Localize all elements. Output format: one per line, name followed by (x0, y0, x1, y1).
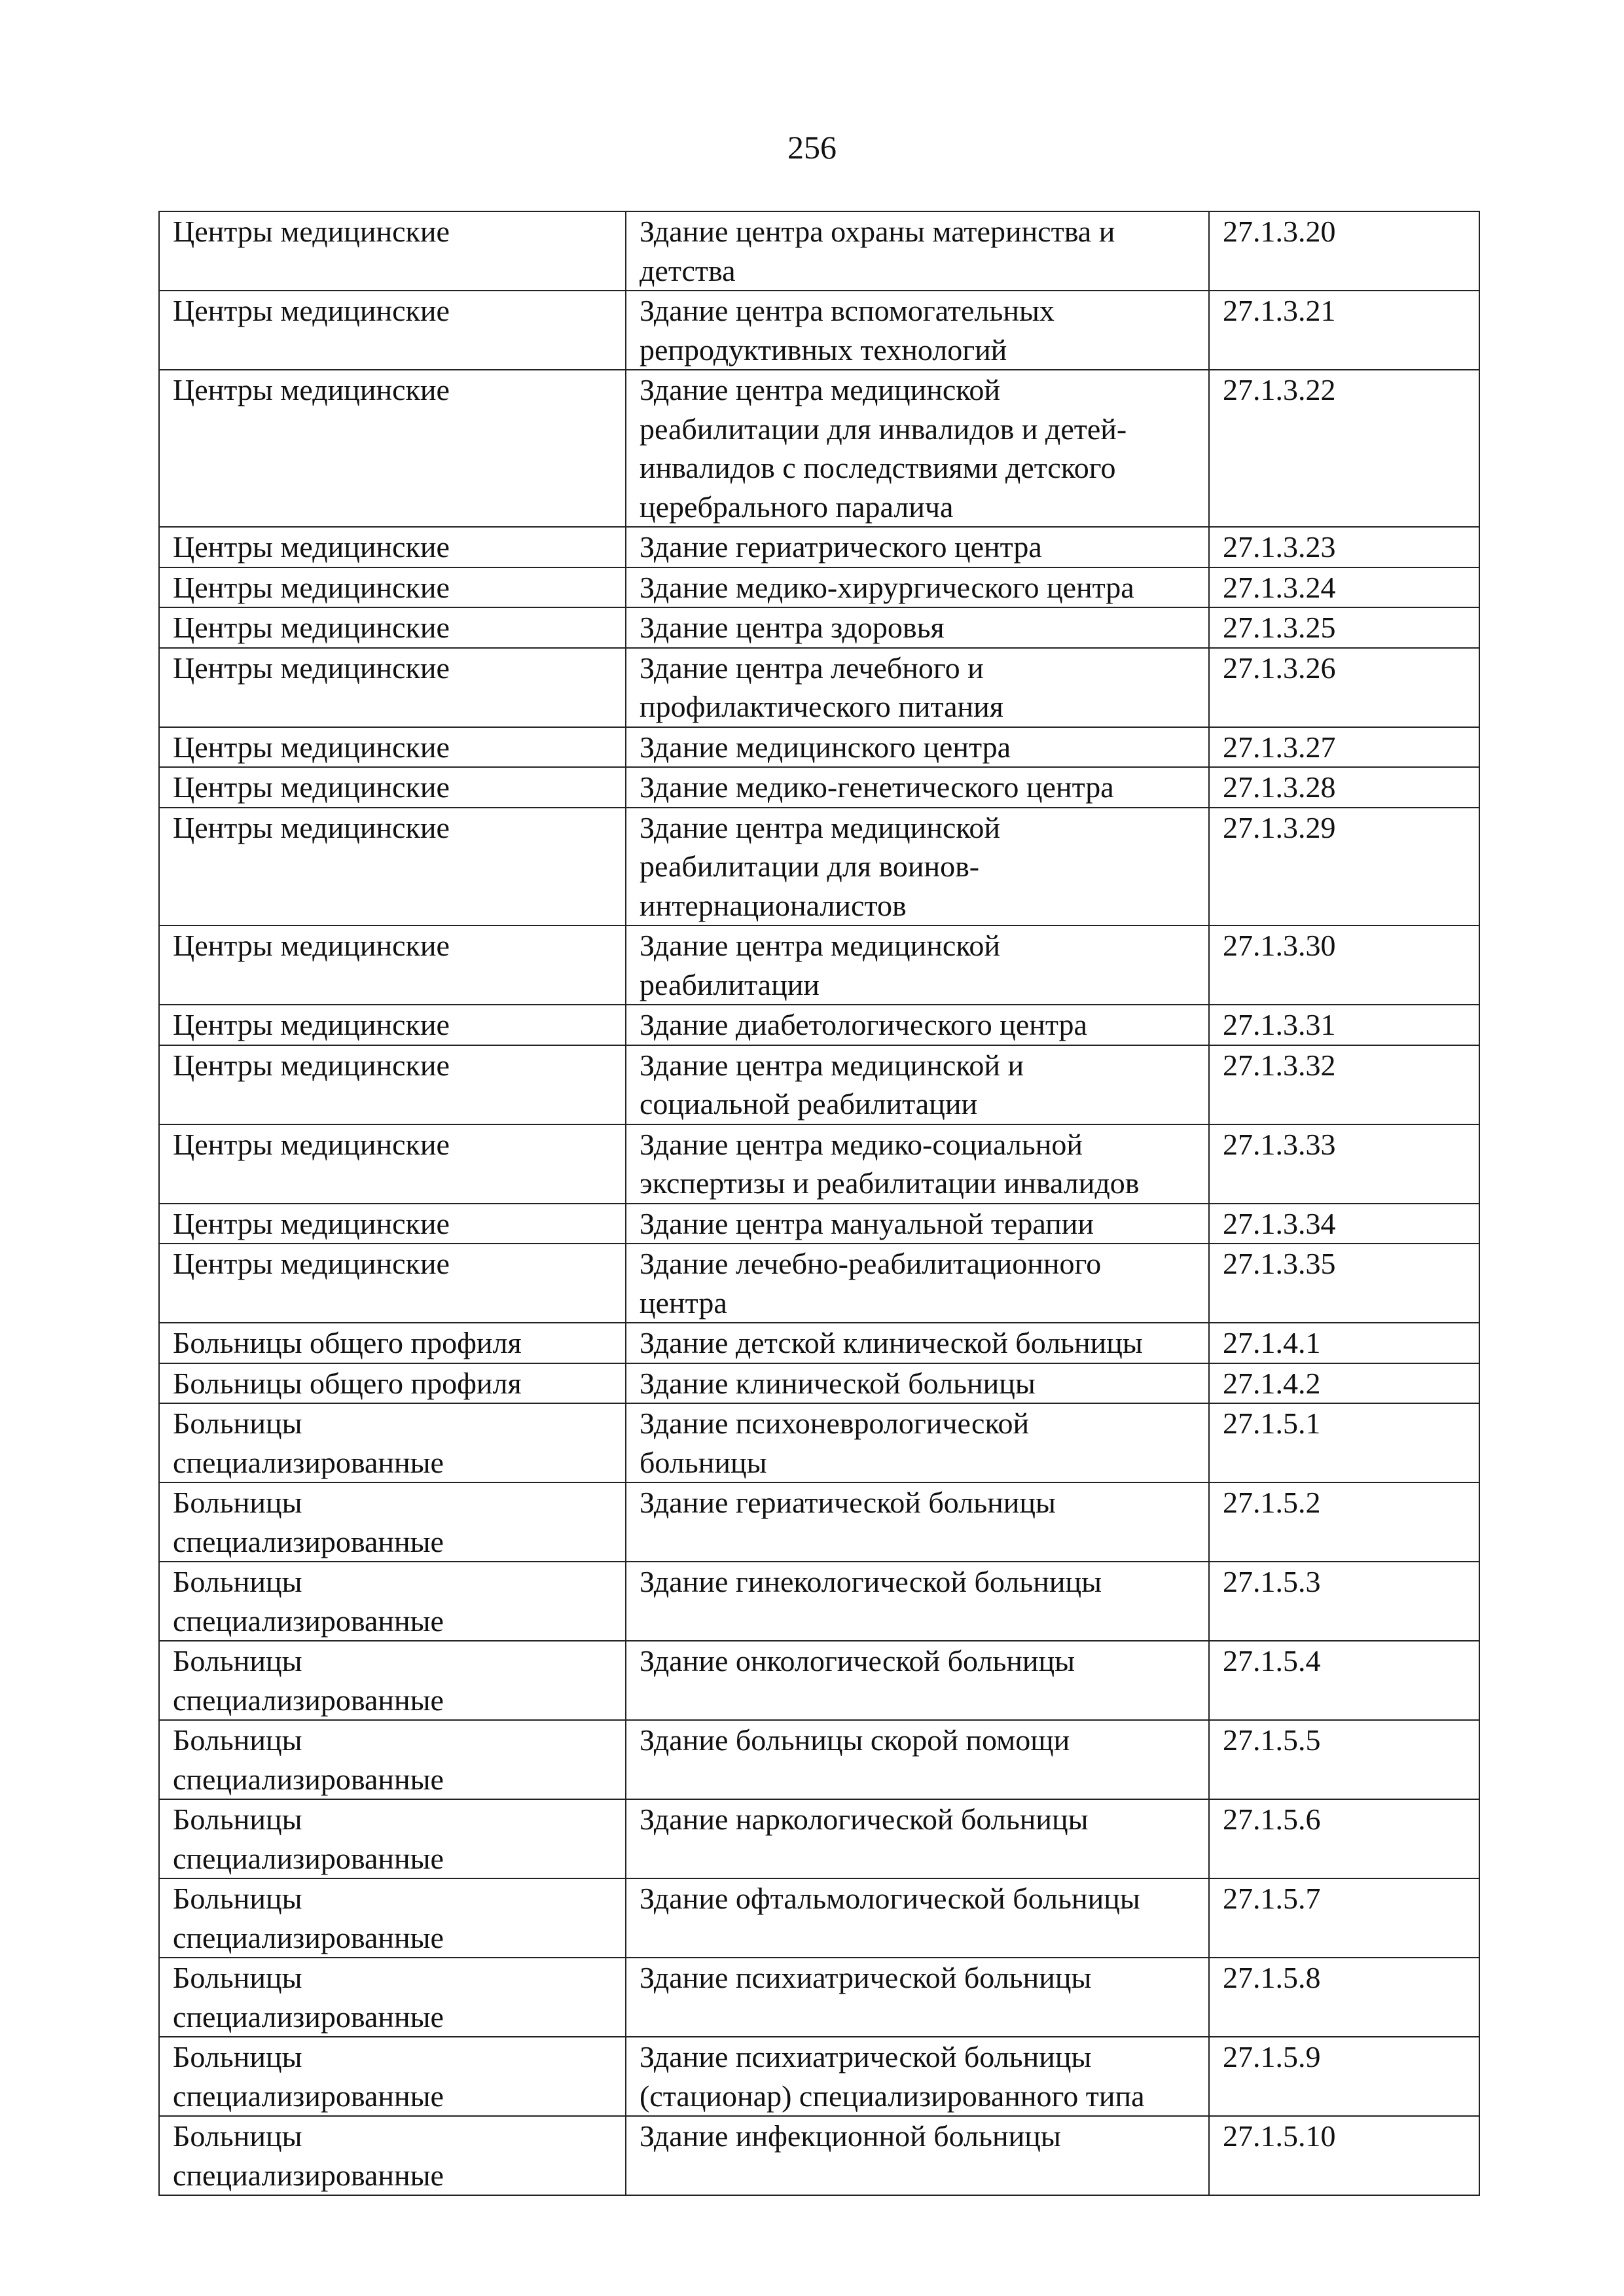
code-cell: 27.1.3.26 (1209, 648, 1479, 727)
building-name-cell: Здание гериатической больницы (626, 1482, 1209, 1562)
page-number: 256 (787, 129, 837, 166)
category-cell: Больницы специализированные (159, 1878, 626, 1958)
code-cell: 27.1.3.29 (1209, 808, 1479, 926)
code-cell: 27.1.3.27 (1209, 727, 1479, 768)
table-body (159, 211, 1479, 2195)
code-cell: 27.1.3.30 (1209, 925, 1479, 1005)
category-cell: Больницы общего профиля (159, 1363, 626, 1404)
category-cell: Центры медицинские (159, 925, 626, 1005)
code-cell: 27.1.5.9 (1209, 2037, 1479, 2116)
building-name-cell: Здание наркологической больницы (626, 1799, 1209, 1878)
category-cell: Больницы общего профиля (159, 1323, 626, 1363)
table-row (159, 1878, 1479, 1958)
category-cell: Центры медицинские (159, 1005, 626, 1045)
category-cell: Центры медицинские (159, 727, 626, 768)
code-cell: 27.1.5.10 (1209, 2116, 1479, 2195)
code-cell: 27.1.3.21 (1209, 291, 1479, 370)
building-name-cell: Здание лечебно-реабилитационного центра (626, 1244, 1209, 1323)
code-cell: 27.1.3.33 (1209, 1124, 1479, 1204)
table-row (159, 527, 1479, 567)
category-cell: Больницы специализированные (159, 1641, 626, 1720)
building-name-cell: Здание психоневрологической больницы (626, 1403, 1209, 1482)
category-cell: Больницы специализированные (159, 1799, 626, 1878)
code-cell: 27.1.5.7 (1209, 1878, 1479, 1958)
table-row (159, 1124, 1479, 1204)
table-row (159, 1323, 1479, 1363)
building-name-cell: Здание центра вспомогательных репродуктивных технологий (626, 291, 1209, 370)
building-name-cell: Здание центра медико-социальной экспертизы и реабилитации инвалидов (626, 1124, 1209, 1204)
building-name-cell: Здание центра медицинской реабилитации для воинов- интернационалистов (626, 808, 1209, 926)
building-name-cell: Здание гериатрического центра (626, 527, 1209, 567)
category-cell: Центры медицинские (159, 370, 626, 527)
table-row (159, 1244, 1479, 1323)
building-name-cell: Здание офтальмологической больницы (626, 1878, 1209, 1958)
building-name-cell: Здание психиатрической больницы (стационар) специализированного типа (626, 2037, 1209, 2116)
category-cell: Больницы специализированные (159, 1482, 626, 1562)
table-row (159, 370, 1479, 527)
code-cell: 27.1.3.34 (1209, 1204, 1479, 1244)
code-cell: 27.1.5.5 (1209, 1720, 1479, 1799)
table-row (159, 2116, 1479, 2195)
code-cell: 27.1.4.2 (1209, 1363, 1479, 1404)
table-row (159, 1641, 1479, 1720)
category-cell: Больницы специализированные (159, 2037, 626, 2116)
category-cell: Больницы специализированные (159, 2116, 626, 2195)
code-cell: 27.1.3.31 (1209, 1005, 1479, 1045)
category-cell: Больницы специализированные (159, 1720, 626, 1799)
table-row (159, 607, 1479, 648)
table-row (159, 1045, 1479, 1124)
table-row (159, 767, 1479, 808)
category-cell: Центры медицинские (159, 808, 626, 926)
category-cell: Центры медицинские (159, 1045, 626, 1124)
building-name-cell: Здание клинической больницы (626, 1363, 1209, 1404)
table-row (159, 291, 1479, 370)
table-row (159, 567, 1479, 608)
building-name-cell: Здание психиатрической больницы (626, 1958, 1209, 2037)
table-row (159, 1005, 1479, 1045)
building-name-cell: Здание центра медицинской и социальной реабилитации (626, 1045, 1209, 1124)
building-name-cell: Здание центра медицинской реабилитации (626, 925, 1209, 1005)
table-row (159, 1204, 1479, 1244)
building-name-cell: Здание медицинского центра (626, 727, 1209, 768)
category-cell: Центры медицинские (159, 291, 626, 370)
building-name-cell: Здание инфекционной больницы (626, 2116, 1209, 2195)
code-cell: 27.1.3.23 (1209, 527, 1479, 567)
category-cell: Центры медицинские (159, 1124, 626, 1204)
category-cell: Больницы специализированные (159, 1562, 626, 1641)
table-row (159, 1799, 1479, 1878)
building-name-cell: Здание онкологической больницы (626, 1641, 1209, 1720)
category-cell: Центры медицинские (159, 211, 626, 291)
code-cell: 27.1.3.22 (1209, 370, 1479, 527)
code-cell: 27.1.5.8 (1209, 1958, 1479, 2037)
table-row (159, 648, 1479, 727)
category-cell: Больницы специализированные (159, 1403, 626, 1482)
building-name-cell: Здание медико-хирургического центра (626, 567, 1209, 608)
category-cell: Центры медицинские (159, 527, 626, 567)
table-row (159, 925, 1479, 1005)
table-row (159, 1482, 1479, 1562)
table-row (159, 1363, 1479, 1404)
code-cell: 27.1.5.6 (1209, 1799, 1479, 1878)
table-row (159, 1403, 1479, 1482)
building-name-cell: Здание центра здоровья (626, 607, 1209, 648)
table-row (159, 727, 1479, 768)
code-cell: 27.1.3.32 (1209, 1045, 1479, 1124)
code-cell: 27.1.3.24 (1209, 567, 1479, 608)
building-name-cell: Здание больницы скорой помощи (626, 1720, 1209, 1799)
code-cell: 27.1.4.1 (1209, 1323, 1479, 1363)
category-cell: Больницы специализированные (159, 1958, 626, 2037)
category-cell: Центры медицинские (159, 767, 626, 808)
code-cell: 27.1.3.25 (1209, 607, 1479, 648)
code-cell: 27.1.5.1 (1209, 1403, 1479, 1482)
building-name-cell: Здание диабетологического центра (626, 1005, 1209, 1045)
code-cell: 27.1.3.20 (1209, 211, 1479, 291)
code-cell: 27.1.5.4 (1209, 1641, 1479, 1720)
table-row (159, 1562, 1479, 1641)
category-cell: Центры медицинские (159, 1244, 626, 1323)
table-row (159, 1958, 1479, 2037)
table-row (159, 2037, 1479, 2116)
building-name-cell: Здание центра охраны материнства и детства (626, 211, 1209, 291)
code-cell: 27.1.3.28 (1209, 767, 1479, 808)
building-name-cell: Здание центра медицинской реабилитации для инвалидов и детей- инвалидов с последствиями детского церебрального паралича (626, 370, 1209, 527)
building-name-cell: Здание медико-генетического центра (626, 767, 1209, 808)
table-row (159, 1720, 1479, 1799)
building-name-cell: Здание центра мануальной терапии (626, 1204, 1209, 1244)
table-row (159, 211, 1479, 291)
building-name-cell: Здание детской клинической больницы (626, 1323, 1209, 1363)
building-name-cell: Здание центра лечебного и профилактического питания (626, 648, 1209, 727)
table-row (159, 808, 1479, 926)
code-cell: 27.1.3.35 (1209, 1244, 1479, 1323)
category-cell: Центры медицинские (159, 567, 626, 608)
category-cell: Центры медицинские (159, 648, 626, 727)
category-cell: Центры медицинские (159, 607, 626, 648)
code-cell: 27.1.5.3 (1209, 1562, 1479, 1641)
code-cell: 27.1.5.2 (1209, 1482, 1479, 1562)
classification-table (158, 211, 1480, 2196)
building-name-cell: Здание гинекологической больницы (626, 1562, 1209, 1641)
category-cell: Центры медицинские (159, 1204, 626, 1244)
